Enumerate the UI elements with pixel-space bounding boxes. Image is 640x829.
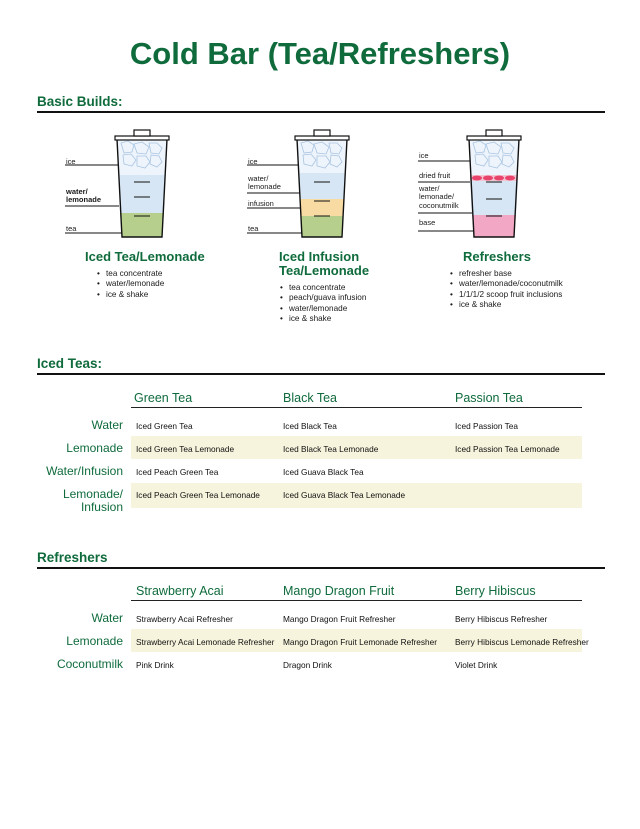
table-cell: Iced Passion Tea Lemonade (455, 444, 560, 454)
refreshers-header-rule (131, 600, 582, 601)
build-iced-tea-lemonade-title: Iced Tea/Lemonade (85, 249, 205, 264)
build-refreshers-title: Refreshers (463, 249, 531, 264)
table-cell: Strawberry Acai Lemonade Refresher (136, 637, 275, 647)
iced-teas-row-lemonade-infusion-label (1, 488, 123, 514)
table-cell: Iced Black Tea Lemonade (283, 444, 379, 454)
table-cell: Iced Passion Tea (455, 421, 519, 431)
cup2-label-water: water/ lemonade (248, 174, 281, 192)
table-cell: Iced Peach Green Tea Lemonade (136, 490, 260, 500)
cup3-label-ice: ice (419, 151, 429, 160)
refreshers-col-mango-dragon-fruit: Mango Dragon Fruit (283, 584, 395, 598)
row-label-line2: Infusion (80, 500, 123, 514)
iced-teas-row-water-label: Water (91, 418, 123, 432)
iced-teas-rule (37, 373, 605, 375)
cup1-label-ice: ice (66, 157, 76, 166)
table-cell: Iced Black Tea (283, 421, 337, 431)
iced-teas-col-black-tea: Black Tea (283, 391, 337, 405)
table-cell: Strawberry Acai Refresher (136, 614, 233, 624)
table-cell: Mango Dragon Fruit Lemonade Refresher (283, 637, 438, 647)
basic-builds-rule (37, 111, 605, 113)
iced-teas-col-passion-tea: Passion Tea (455, 391, 523, 405)
iced-teas-header-rule (131, 407, 582, 408)
water-layer (470, 181, 518, 215)
build-refreshers-steps (450, 269, 563, 311)
table-cell: Pink Drink (136, 660, 174, 670)
cup-lid (115, 136, 169, 140)
iced-teas-col-green-tea: Green Tea (134, 391, 193, 405)
water-layer (299, 173, 345, 199)
dried-fruit-layer (470, 175, 518, 181)
cup3-label-base: base (419, 218, 436, 227)
table-cell: Iced Peach Green Tea (136, 467, 219, 477)
list-item: • ice & shake (450, 300, 563, 310)
list-item: • ice & shake (280, 314, 366, 324)
list-item: • refresher base (450, 269, 563, 279)
build-iced-infusion-title-line1: Iced Infusion (279, 249, 360, 264)
build-iced-infusion-title (279, 250, 369, 278)
table-cell: Iced Green Tea Lemonade (136, 444, 235, 454)
build-diagrams (0, 125, 640, 245)
refreshers-row-lemonade-label: Lemonade (66, 634, 123, 648)
cup2-label-infusion: infusion (248, 199, 274, 208)
refreshers-heading: Refreshers (37, 550, 108, 565)
tea-layer (120, 213, 164, 237)
table-cell: Iced Green Tea (136, 421, 193, 431)
list-item: • tea concentrate (97, 269, 164, 279)
build-iced-infusion-title-line2: Tea/Lemonade (279, 263, 370, 278)
table-cell: Berry Hibiscus Lemonade Refresher (455, 637, 589, 647)
refreshers-rule (37, 567, 605, 569)
cup1-label-water: water/ lemonade (66, 187, 102, 205)
row-label-line1: Lemonade/ (62, 487, 123, 501)
basic-builds-heading: Basic Builds: (37, 94, 123, 109)
page-title: Cold Bar (Tea/Refreshers) (129, 36, 511, 71)
build-iced-tea-lemonade-steps (97, 269, 164, 300)
list-item: • water/lemonade (97, 279, 164, 289)
cup3-label-dried-fruit: dried fruit (419, 171, 451, 180)
table-cell: Berry Hibiscus Refresher (455, 614, 548, 624)
list-item: • water/lemonade (280, 304, 366, 314)
list-item: • water/lemonade/coconutmilk (450, 279, 563, 289)
cup-iced-tea-lemonade (65, 130, 169, 237)
base-layer (472, 215, 516, 237)
list-item: • peach/guava infusion (280, 293, 366, 303)
list-item: • tea concentrate (280, 283, 366, 293)
cup2-label-tea: tea (248, 224, 259, 233)
table-cell: Dragon Drink (283, 660, 332, 670)
iced-teas-row-water-infusion-label: Water/Infusion (46, 464, 123, 478)
table-cell: Iced Guava Black Tea Lemonade (283, 490, 406, 500)
cup1-label-tea: tea (66, 224, 77, 233)
cup3-label-water: water/ lemonade/ coconutmilk (419, 184, 459, 210)
table-cell: Violet Drink (455, 660, 498, 670)
refreshers-col-berry-hibiscus: Berry Hibiscus (455, 584, 536, 598)
tea-layer (301, 216, 343, 237)
water-layer (119, 175, 165, 213)
refreshers-col-strawberry-acai: Strawberry Acai (136, 584, 224, 598)
cup-lid-top (134, 130, 150, 136)
refreshers-row-water-label: Water (91, 611, 123, 625)
infusion-layer (300, 199, 344, 216)
table-cell: Mango Dragon Fruit Refresher (283, 614, 396, 624)
cup2-label-ice: ice (248, 157, 258, 166)
iced-teas-row-lemonade-label: Lemonade (66, 441, 123, 455)
build-iced-infusion-steps (280, 283, 366, 325)
iced-teas-heading: Iced Teas: (37, 356, 103, 371)
list-item: • 1/1/1/2 scoop fruit inclusions (450, 290, 563, 300)
list-item: • ice & shake (97, 290, 164, 300)
refreshers-row-coconutmilk-label: Coconutmilk (56, 657, 123, 671)
table-cell: Iced Guava Black Tea (283, 467, 364, 477)
